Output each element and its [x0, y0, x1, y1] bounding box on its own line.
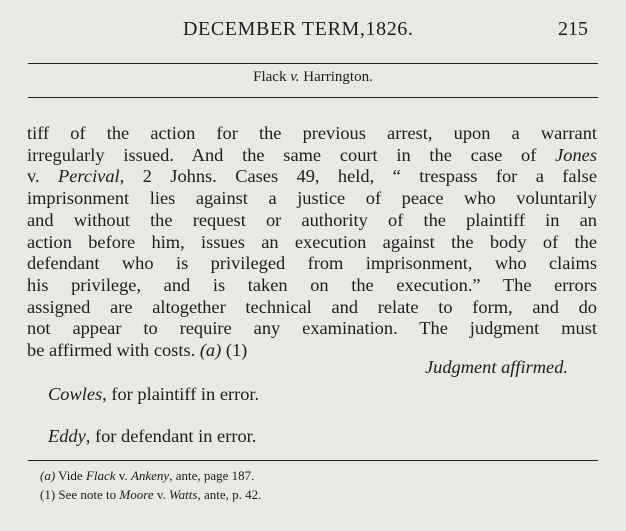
judgment-line: Judgment affirmed.: [424, 357, 568, 377]
case-party-one: Flack: [253, 69, 287, 85]
running-title: DECEMBER TERM,1826.: [183, 18, 414, 40]
text-run: , ante, page 187.: [169, 468, 255, 483]
counsel-plaintiff: [48, 384, 259, 405]
footnote-rule: [28, 460, 598, 461]
text-run: be affirmed with costs.: [27, 340, 200, 361]
text-line: [27, 232, 597, 254]
text-run: irregularly issued. And the same court in the case of: [27, 144, 556, 165]
text-line: [27, 275, 597, 297]
text-line: [27, 253, 597, 275]
counsel-defendant-role: , for defendant in error.: [85, 426, 257, 446]
text-line: [27, 145, 597, 167]
text-run: imprisonment lies against a justice of peace who voluntarily: [27, 188, 597, 209]
text-run: , ante, p. 42.: [197, 487, 262, 502]
text-run: v.: [153, 487, 170, 502]
text-line: [27, 210, 597, 232]
text-run: not appear to require any examination. The judgment must: [27, 318, 597, 339]
text-run: (1): [221, 340, 248, 361]
text-run: v.: [115, 468, 131, 483]
case-versus: v.: [290, 69, 300, 85]
italic-text: (a): [199, 340, 222, 361]
text-line: [27, 123, 597, 145]
footnote-item: [40, 466, 261, 485]
text-run: v.: [27, 166, 59, 187]
italic-text: (a): [40, 468, 56, 483]
text-run: (1) See note to: [40, 487, 120, 502]
footnotes: [40, 466, 261, 504]
text-line: [27, 166, 597, 188]
case-party-two: Harrington.: [303, 69, 373, 85]
text-run: tiff of the action for the previous arrest, upon a warrant: [27, 123, 597, 143]
italic-text: Watts: [169, 487, 198, 502]
text-line: [27, 318, 597, 340]
italic-text: Jones: [555, 144, 597, 165]
text-line: [27, 188, 597, 210]
running-head: [28, 16, 598, 46]
text-run: , 2 Johns. Cases 49, held, “ trespass for a false: [119, 166, 597, 187]
text-run: Vide: [55, 468, 86, 483]
caption-rule: [28, 97, 598, 98]
footnote-item: [40, 485, 261, 504]
italic-text: Moore: [119, 487, 154, 502]
case-caption: [0, 69, 626, 86]
header-rule: [28, 63, 598, 64]
opinion-text: [27, 123, 597, 362]
text-run: and without the request or authority of the plaintiff in an: [27, 209, 597, 230]
counsel-defendant: [48, 426, 256, 447]
text-run: assigned are altogether technical and relate to form, and do: [27, 296, 597, 317]
italic-text: Flack: [85, 468, 116, 483]
text-run: defendant who is privileged from imprisonment, who claims: [27, 253, 597, 274]
page-number: 215: [558, 18, 588, 40]
counsel-plaintiff-name: Cowles: [48, 384, 103, 404]
italic-text: Ankeny: [130, 468, 170, 483]
text-run: his privilege, and is taken on the execution.” The errors: [27, 274, 597, 295]
italic-text: Percival: [58, 166, 120, 187]
text-run: action before him, issues an execution against the body of the: [27, 231, 597, 252]
counsel-defendant-name: Eddy: [48, 426, 86, 446]
text-line: [27, 297, 597, 319]
counsel-plaintiff-role: , for plaintiff in error.: [102, 384, 260, 404]
